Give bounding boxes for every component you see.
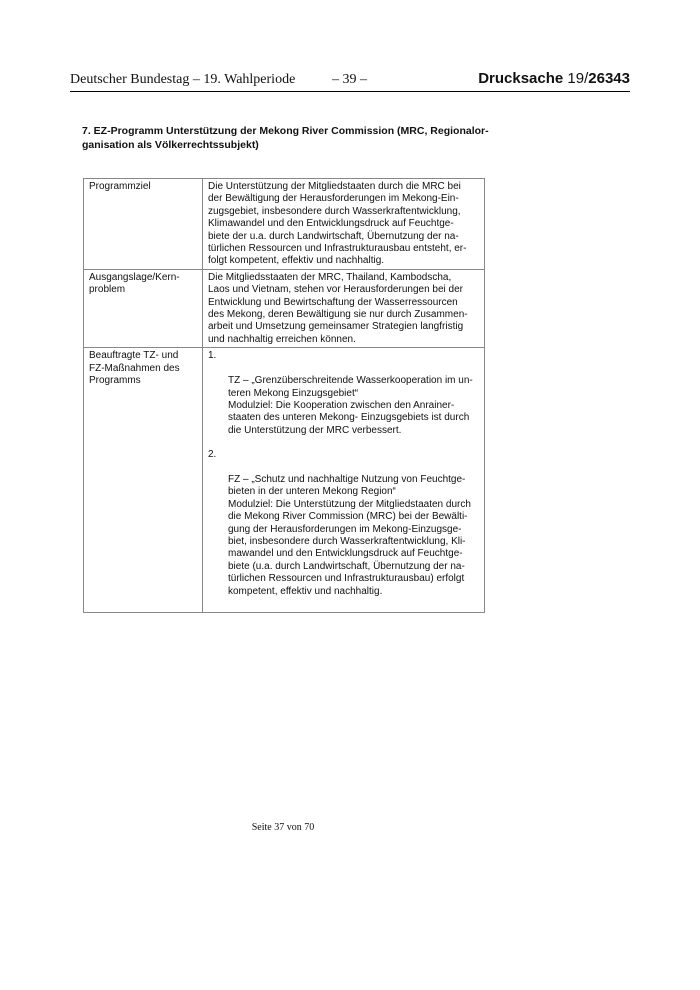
section-title: 7. EZ-Programm Unterstützung der Mekong River Commission (MRC, Regionalor- ganisation als Völkerrechtssubjekt) — [82, 125, 489, 151]
row-text: Die Unterstützung der Mitgliedstaaten durch die MRC bei der Bewältigung der Herausforderungen im Mekong-Ein- zugsgebiet, insbesondere durch Wasserkraftentwicklung, Klimawandel und den Entwicklungsdruck auf Feuchtge- biete der u.a. durch Landwirtschaft, Übernutzung der na- türlichen Ressourcen und Infrastrukturausbau entsteht, er- folgt kompetent, effektiv und nachhaltig. — [203, 179, 485, 270]
item-number: 1. — [208, 350, 217, 362]
header-document-number — [478, 70, 630, 87]
row-label: Ausgangslage/Kern- problem — [84, 269, 203, 347]
program-table — [83, 178, 485, 613]
header-page-number: – 39 – — [332, 72, 367, 87]
table-row — [84, 269, 485, 347]
list-item — [208, 449, 479, 598]
header-doc-id: 26343 — [588, 70, 630, 87]
table-row — [84, 179, 485, 270]
header-rule — [70, 91, 630, 92]
header-doc-label: Drucksache — [478, 70, 564, 87]
item-text: FZ – „Schutz und nachhaltige Nutzung von Feuchtge- bieten in der unteren Mekong Region“ Modulziel: Die Unterstützung der Mitgliedstaaten durch die Mekong River Commission (MRC) bei der Bewälti- gung der Herausforderungen im Mekong-Einzugsge- biet, insbesondere durch Wasserkraftentwicklung, Kli- mawandel und den Entwicklungsdruck auf Feuchtge- biete (u.a. durch Landwirtschaft, Übernutzung der na- türlichen Ressourcen und Infrastrukturausbau) erfolgt kompetent, effektiv und nachhaltig. — [228, 473, 471, 597]
row-text: Die Mitgliedsstaaten der MRC, Thailand, Kambodscha, Laos und Vietnam, stehen vor Herausforderungen bei der Entwicklung und Bewirtschaftung der Wasserressourcen des Mekong, deren Bewältigung sie nur durch Zusammen- arbeit und Umsetzung gemeinsamer Strategien langfristig und nachhaltig erreichen können. — [203, 269, 485, 347]
item-number: 2. — [208, 449, 217, 461]
row-label: Programmziel — [84, 179, 203, 270]
list-item — [208, 350, 479, 437]
row-label: Beauftragte TZ- und FZ-Maßnahmen des Programms — [84, 348, 203, 613]
measures-cell — [203, 348, 485, 613]
page-footer: Seite 37 von 70 — [251, 822, 315, 833]
page-header — [70, 70, 630, 92]
table-row — [84, 348, 485, 613]
item-text: TZ – „Grenzüberschreitende Wasserkooperation im un- teren Mekong Einzugsgebiet“ Modulziel: Die Kooperation zwischen den Anrainer- staaten des unteren Mekong- Einzugsgebiets ist durch die Unterstützung der MRC verbessert. — [228, 375, 473, 436]
header-doc-period: 19/ — [567, 70, 589, 87]
header-publication: Deutscher Bundestag – 19. Wahlperiode — [70, 72, 296, 87]
